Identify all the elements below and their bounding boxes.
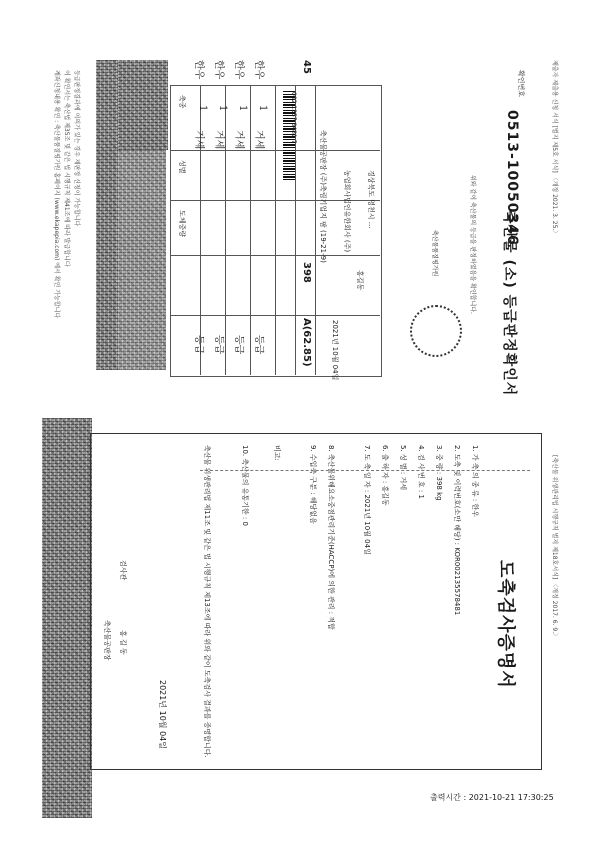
footer-grade: 등급	[253, 335, 264, 355]
row-sex: 거세	[193, 130, 204, 150]
field-shipper: 홍길동	[356, 270, 364, 291]
table-header: 성별	[178, 160, 186, 174]
item-5: 5. 성 별 : 거세	[399, 445, 407, 491]
print-time: 출력시간 : 2021-10-21 17:30:25	[430, 793, 554, 802]
inspector-label: 검사관	[119, 560, 127, 581]
fine-print-column: 이 확인서는 축산법 제35조 및 같은 법 시행규칙 제41조에 따라 발급합니다	[63, 70, 70, 267]
item-2: 2. 도축 및 이력번호(소만 해당) : KOR002135578481	[453, 445, 461, 616]
row-grade: 1	[237, 105, 248, 112]
fine-print-column: 등급판정결과에 이의가 있는 경우 재판정 신청이 가능합니다	[73, 70, 80, 227]
row-grade: 1	[217, 105, 228, 112]
redacted-region-4	[42, 418, 92, 818]
field-date: 2021년 10월 04일	[331, 320, 339, 381]
footer-grade: 등급	[213, 335, 224, 355]
row-sex: 거세	[253, 130, 264, 150]
item-9: 9. 수입축 구분 : 해당없음	[309, 445, 317, 524]
item-10: 10. 축산물의 유통기한 : 0	[241, 445, 249, 526]
header-fine-print: [축산물 위생관리법 시행규칙 별지 제18호서식] 〈개정 2017. 6. 9.〉	[551, 455, 558, 640]
table-header: 도체중량	[178, 210, 186, 238]
yield-grade: A(62.85)	[301, 318, 312, 367]
top-doc-boundary	[40, 45, 580, 390]
issuer-name: 축산물품질평가원	[431, 230, 438, 277]
item-8: 8. 축산물위해요소중점관리기준(HACCP)에 의한 관리 : 적합	[327, 445, 335, 630]
item-3: 3. 중 량 : 398 kg	[435, 445, 443, 501]
cert-number: 0513-10050346	[504, 110, 520, 246]
carcass-weight: 398	[301, 262, 312, 283]
certificate-title: 축산물 (소) 등급판정확인서	[501, 210, 517, 397]
table-header: 축종	[178, 95, 186, 109]
row-species: 한우	[233, 60, 244, 80]
facility-name: 축산물공판장	[103, 620, 111, 661]
row-sex: 거세	[233, 130, 244, 150]
field-slaughterhouse: 축산물공판장 (주)축림기업지 팜 (19-21-9)	[319, 130, 327, 263]
cert-no-label: 확인번호	[517, 70, 525, 98]
row-species: 한우	[213, 60, 224, 80]
trace-number: 002 1357 8481 7	[290, 92, 297, 144]
item-7: 7. 도 축 일 자 : 2021년 10월 04일	[363, 445, 371, 555]
fine-print-column: 계좌신청내용 확인 : 축산물품질평가원 홈페이지 (www.ekapepia.com) 에서 확인 가능합니다	[53, 70, 60, 319]
remarks-label: 비고:	[273, 445, 281, 461]
item-1: 1. 가 축 의 종 류 : 한우	[471, 445, 479, 517]
issue-date: 2021년 10월 04일	[158, 680, 167, 749]
row-species: 한우	[253, 60, 264, 80]
item-6: 6. 출 하 자 : 홍길동	[381, 445, 389, 506]
field-address: 경상북도 영천시 ...	[367, 170, 375, 229]
footer-grade: 등급	[193, 335, 204, 355]
count-value: 45	[301, 60, 312, 74]
inspector-name: 홍 길 동	[119, 630, 127, 655]
item-4: 4. 검 사 번 호 : 1	[417, 445, 425, 499]
inspection-title: 도축검사증명서	[495, 560, 516, 689]
field-applicant: 농업회사법인유한회사 (주)	[343, 170, 351, 253]
header-fine-print: 제출자 제출용 신청 서식 [별지 제5호 서식] 〈개정 2021. 3. 25.〉	[551, 60, 558, 237]
remarks-text: 축산물 위생관리법 제11조 및 같은 법 시행규칙 제13조에 따라 위와 같이 도축검사 결과를 증명합니다.	[203, 445, 211, 758]
row-grade: 1	[257, 105, 268, 112]
row-grade: 1	[197, 105, 208, 112]
certificate-note: 위와 같이 축산물의 등급을 판정하였음을 확인합니다.	[469, 175, 476, 314]
row-sex: 거세	[213, 130, 224, 150]
row-species: 한우	[193, 60, 204, 80]
footer-grade: 등급	[233, 335, 244, 355]
